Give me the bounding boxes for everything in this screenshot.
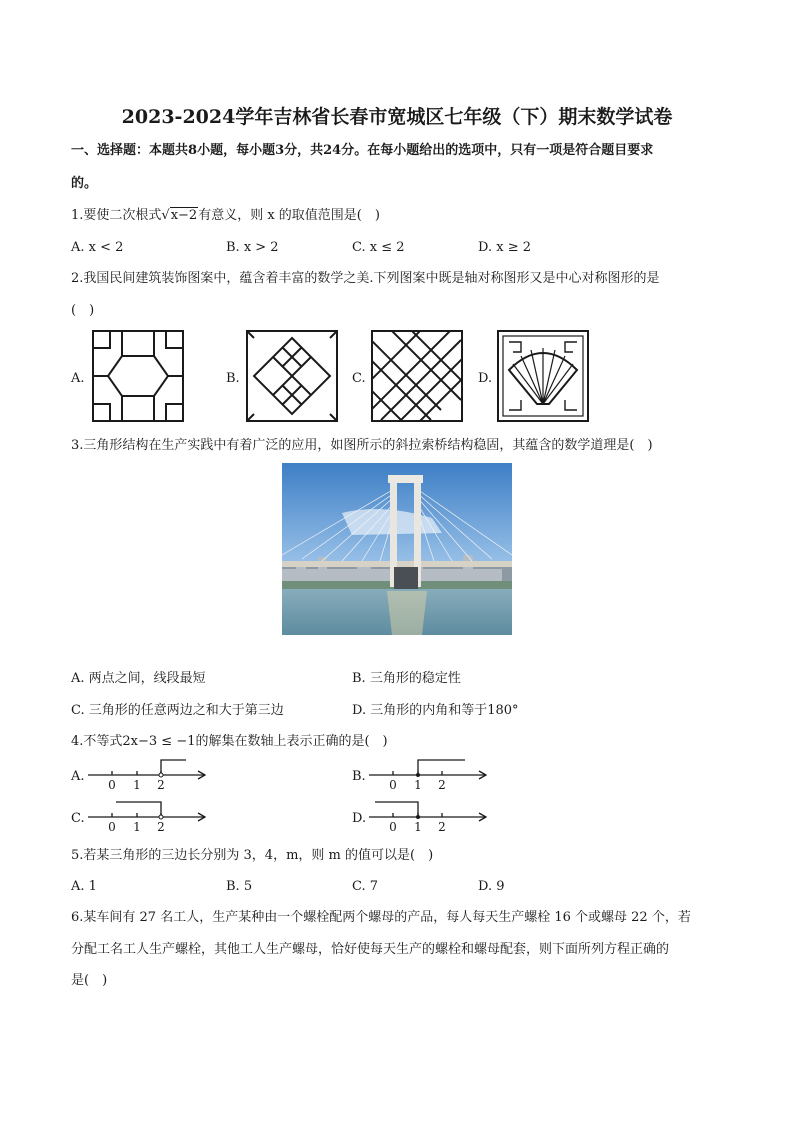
pattern-b-knot: [246, 330, 338, 422]
tick-label: 2: [157, 778, 165, 792]
tick-label: 2: [438, 820, 446, 834]
q5-option-d: D. 9: [478, 879, 505, 894]
q4-label-c: C.: [71, 811, 85, 826]
q3-option-b: B. 三角形的稳定性: [352, 671, 461, 686]
number-line-b: [369, 757, 489, 793]
tick-label: 0: [108, 820, 116, 834]
q6-stem-cont: 分配工名工人生产螺栓，其他工人生产螺母，恰好使每天生产的螺栓和螺母配套，则下面所列方程正确的: [71, 942, 670, 957]
q3-option-a: A. 两点之间，线段最短: [71, 671, 206, 686]
tick-label: 0: [108, 778, 116, 792]
tick-label: 1: [414, 778, 422, 792]
tick-label: 0: [389, 778, 397, 792]
pattern-c-weave: [371, 330, 463, 422]
q5-stem: 5.若某三角形的三边长分别为 3，4，m，则 m 的值可以是( ): [71, 848, 434, 863]
q6-stem: 6.某车间有 27 名工人，生产某种由一个螺栓配两个螺母的产品，每人每天生产螺栓 16 个或螺母 22 个，若: [71, 910, 691, 925]
pattern-d-fan: [497, 330, 589, 422]
q1-option-d: D. x ≥ 2: [478, 240, 531, 255]
q2-label-d: D.: [478, 371, 493, 386]
tick-label: 1: [414, 820, 422, 834]
q3-option-d: D. 三角形的内角和等于180°: [352, 703, 519, 718]
pattern-a-hexagon: [92, 330, 184, 422]
q4-label-b: B.: [352, 769, 366, 784]
page-title: 2023-2024学年吉林省长春市宽城区七年级（下）期末数学试卷: [121, 106, 673, 128]
q3-option-c: C. 三角形的任意两边之和大于第三边: [71, 703, 284, 718]
q4-stem: 4.不等式2x−3 ≤ −1的解集在数轴上表示正确的是( ): [71, 734, 388, 749]
q1-stem: 1.要使二次根式√x−2有意义，则 x 的取值范围是( ): [71, 208, 380, 223]
q1-option-b: B. x > 2: [226, 240, 279, 255]
tick-label: 2: [438, 778, 446, 792]
number-line-a: [88, 757, 208, 793]
tick-label: 1: [133, 778, 141, 792]
tick-label: 1: [133, 820, 141, 834]
q4-label-a: A.: [71, 769, 85, 784]
radical-sign: √: [161, 208, 170, 223]
q6-stem-end: 是( ): [71, 973, 108, 988]
section-heading-cont: 的。: [71, 176, 98, 191]
q5-option-c: C. 7: [352, 879, 379, 894]
q1-option-c: C. x ≤ 2: [352, 240, 405, 255]
q2-label-b: B.: [226, 371, 240, 386]
tick-label: 0: [389, 820, 397, 834]
q4-label-d: D.: [352, 811, 367, 826]
tick-label: 2: [157, 820, 165, 834]
bridge-photo: [282, 463, 512, 635]
q2-stem-cont: ( ): [71, 303, 95, 318]
q2-label-c: C.: [352, 371, 366, 386]
radicand: x−2: [170, 208, 198, 223]
q5-option-a: A. 1: [71, 879, 97, 894]
q2-stem: 2.我国民间建筑装饰图案中，蕴含着丰富的数学之美.下列图案中既是轴对称图形又是中心对称图形的是: [71, 271, 660, 286]
q1-option-a: A. x < 2: [71, 240, 124, 255]
q3-stem: 3.三角形结构在生产实践中有着广泛的应用，如图所示的斜拉索桥结构稳固，其蕴含的数学道理是( ): [71, 438, 653, 453]
number-line-d: [369, 799, 489, 835]
q2-label-a: A.: [71, 371, 85, 386]
section-heading: 一、选择题：本题共8小题，每小题3分，共24分。在每小题给出的选项中，只有一项是符合题目要求: [71, 143, 654, 158]
number-line-c: [88, 799, 208, 835]
q5-option-b: B. 5: [226, 879, 253, 894]
